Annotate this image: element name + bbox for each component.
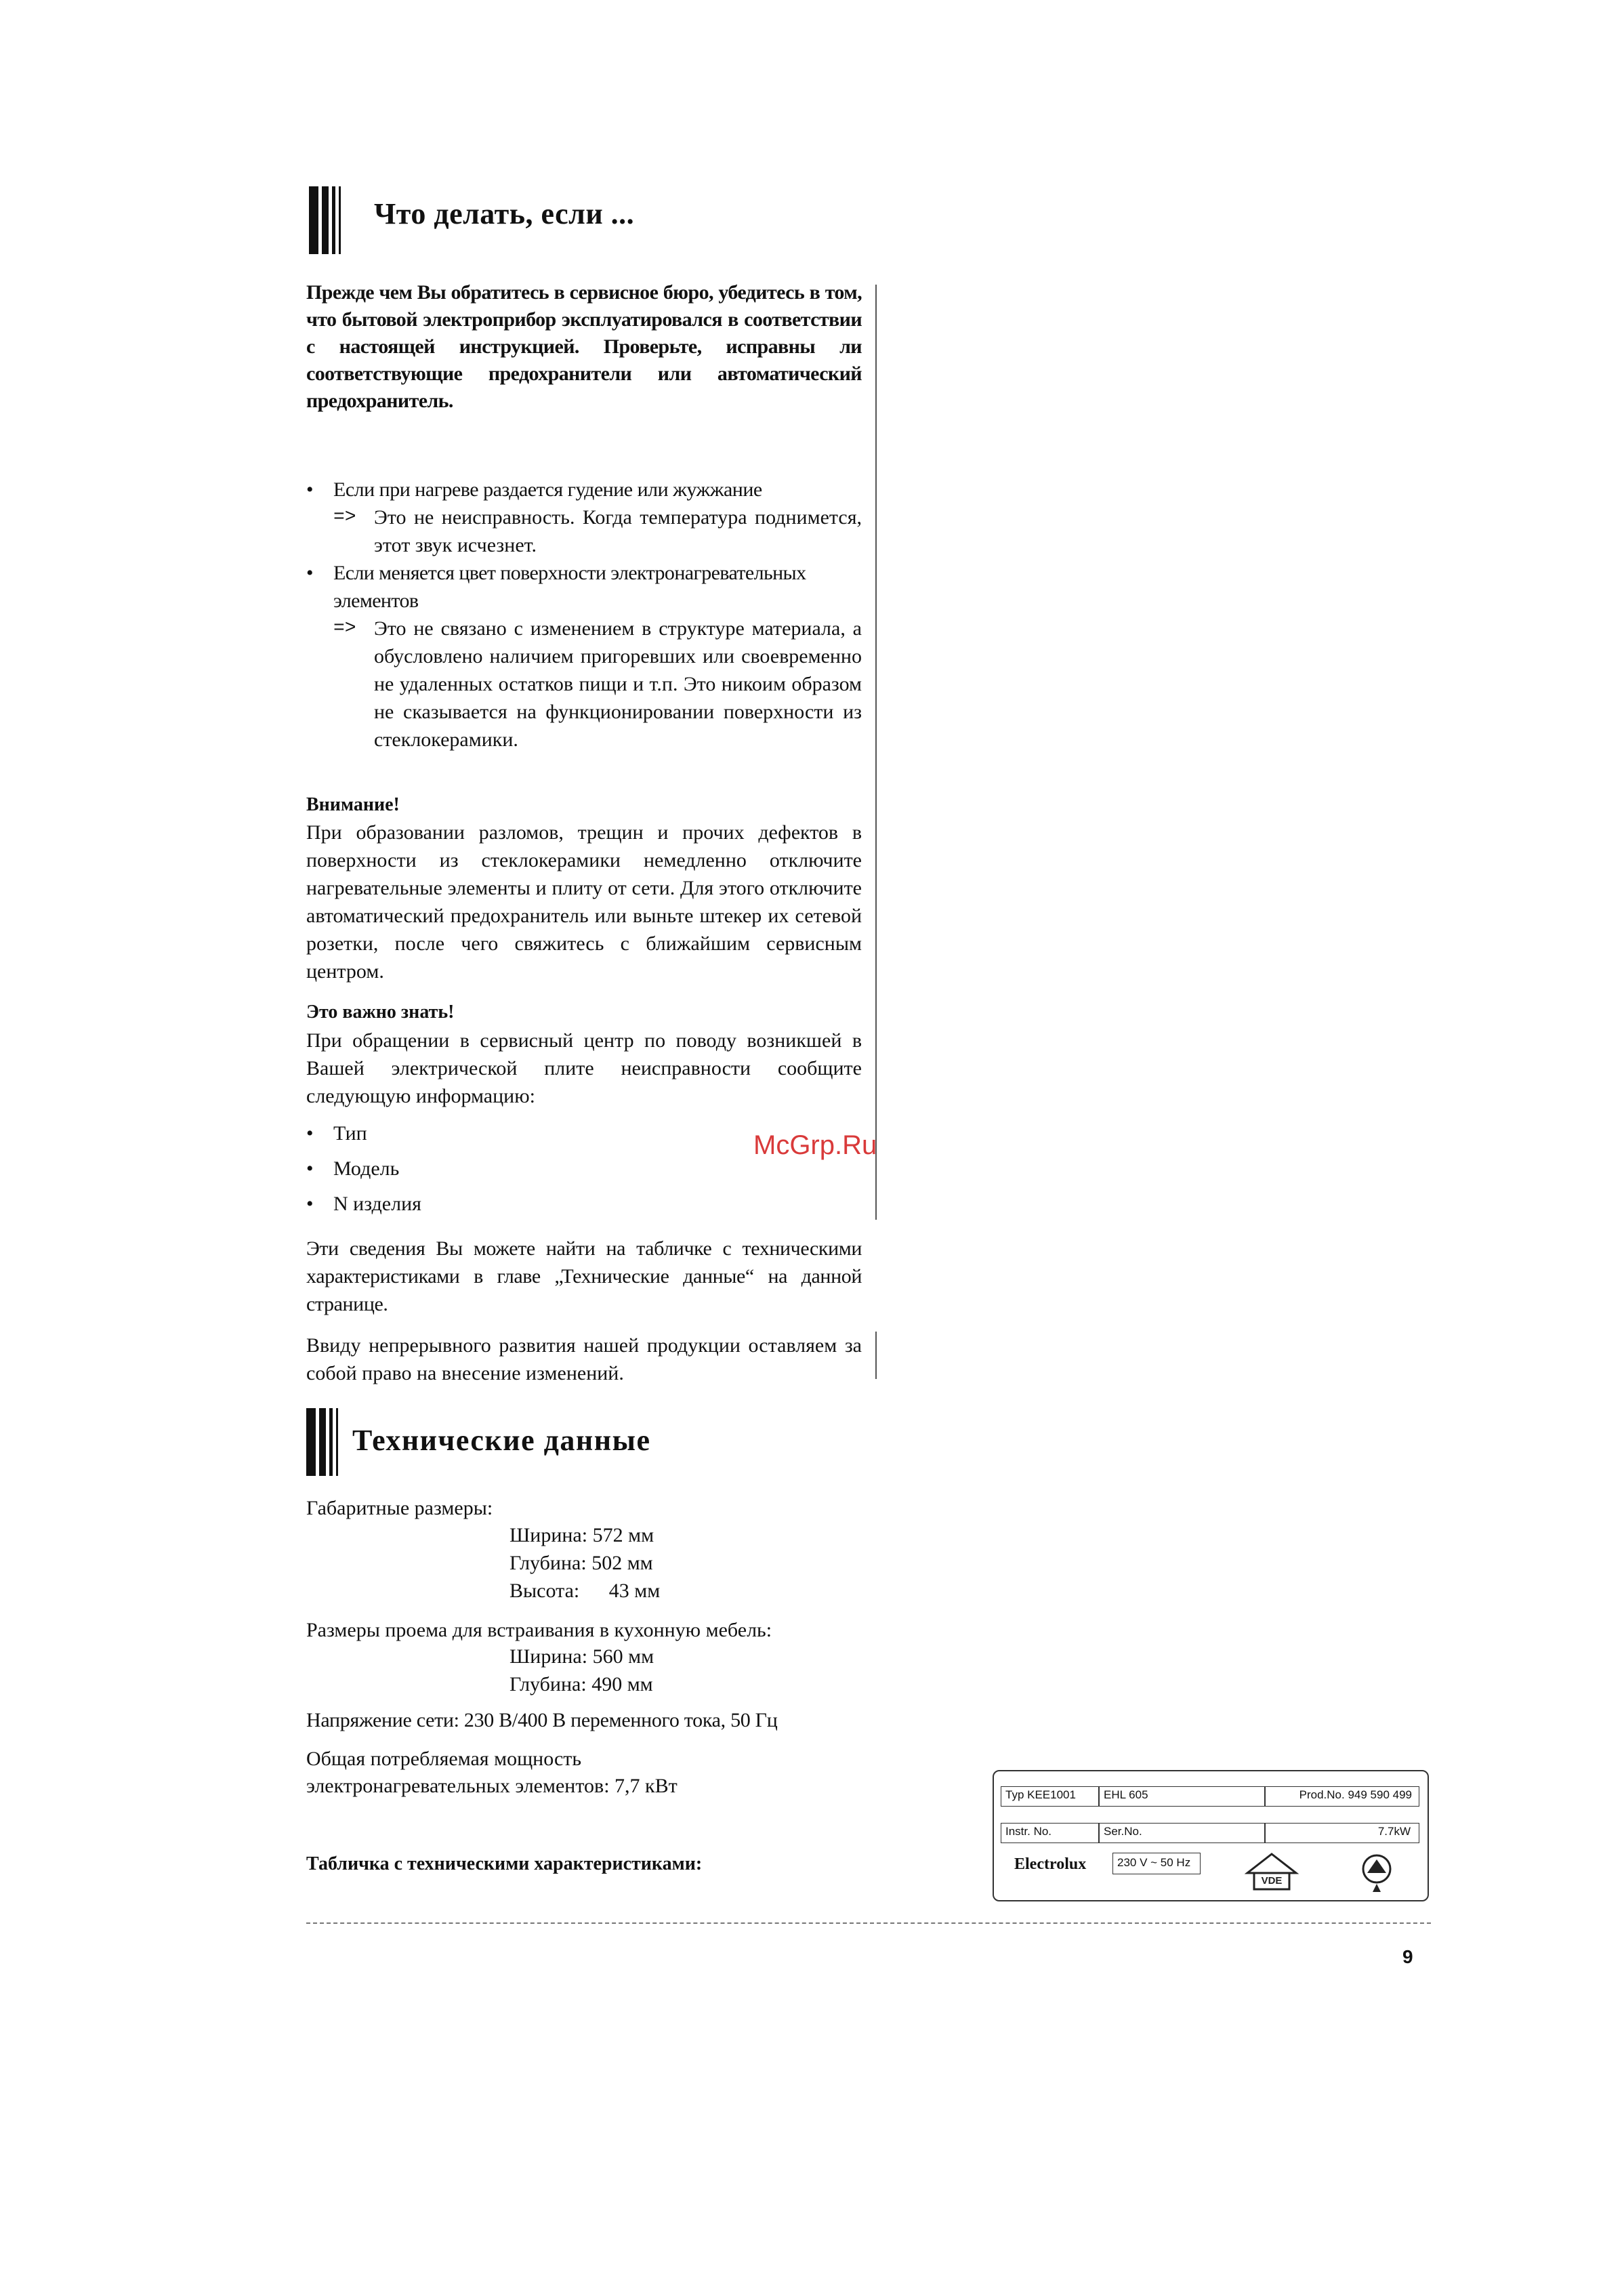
voltage-line: Напряжение сети: 230 В/400 В переменного тока, 50 Гц [306,1709,778,1731]
bullet-mark: • [306,1122,314,1145]
watermark: McGrp.Ru [753,1130,877,1160]
important-heading: Это важно знать! [306,1002,455,1023]
section-header-bars [309,186,341,254]
rating-plate [993,1770,1429,1901]
cutout-dim-value: 560 мм [592,1645,654,1668]
page-number: 9 [1402,1946,1413,1967]
plate-brand: Electrolux [1014,1855,1087,1873]
faq-list [306,476,862,754]
cutout-dim-value: 490 мм [591,1673,653,1695]
faq-answer-row [306,615,862,754]
faq-item [306,476,862,503]
troubleshooting-intro: Прежде чем Вы обратитесь в сервисное бюро, убедитесь в том, что бытовой электроприбор эксплуатировался в соответствии с настоящей инструкцией. Проверьте, исправны ли соответствующие предохранители или автоматический предохранитель. [306,281,862,412]
plate-instr-no: Instr. No. [1001,1823,1099,1843]
plate-label: Табличка с техническими характеристиками: [306,1853,703,1874]
faq-question: Если при нагреве раздается гудение или жужжание [333,478,762,501]
dim-value: 43 мм [608,1580,661,1602]
cutout-label: Размеры проема для встраивания в кухонную мебель: [306,1619,772,1641]
dims-values [509,1521,660,1605]
dim-value: 572 мм [592,1524,654,1546]
bullet-mark: • [306,562,314,584]
bullet-mark: • [306,478,314,501]
info-note: Эти сведения Вы можете найти на табличке с техническими характеристиками в главе „Технические данные“ на данной странице. [306,1237,862,1315]
cutout-row [509,1643,654,1670]
plate-ser-no: Ser.No. [1099,1823,1265,1843]
margin-rule [875,1332,877,1379]
plate-power: 7.7kW [1265,1823,1419,1843]
important-text: При обращении в сервисный центр по поводу возникшей в Вашей электрической плите неисправности сообщите следующую информацию: [306,1029,862,1107]
attention-text: При образовании разломов, трещин и прочих дефектов в поверхности из стеклокерамики немедленно отключите нагревательные элементы и плиту от сети. Для этого отключите автоматический предохранитель или выньте штекер их сетевой розетки, после чего свяжитесь с ближайшим сервисным центром. [306,821,862,983]
info-item-label: N изделия [333,1193,421,1215]
faq-answer-row [306,503,862,559]
info-item [306,1155,421,1182]
faq-item [306,559,862,615]
faq-question: Если меняется цвет поверхности электронагревательных элементов [333,562,806,612]
vde-mark-icon [1245,1851,1299,1893]
margin-rule [875,285,877,1220]
arrow-mark: => [333,507,356,528]
power-line-2: электронагревательных элементов: 7,7 кВт [306,1775,678,1797]
svg-text:VDE: VDE [1261,1875,1283,1887]
plate-prod-no: Prod.No. 949 590 499 [1265,1786,1419,1807]
power-line-1: Общая потребляемая мощность [306,1748,582,1770]
plate-model: EHL 605 [1099,1786,1265,1807]
cutout-values [509,1643,654,1698]
arrow-mark: => [333,618,356,639]
cutout-dim-label: Глубина: [509,1673,587,1695]
bullet-mark: • [306,1193,314,1215]
dim-value: 502 мм [591,1552,653,1574]
section-title-technical-data: Технические данные [352,1424,651,1457]
info-item [306,1119,421,1147]
bullet-mark: • [306,1157,314,1180]
dim-row [509,1577,660,1605]
changes-note: Ввиду непрерывного развития нашей продукции оставляем за собой право на внесение изменений. [306,1334,862,1384]
attention-heading: Внимание! [306,794,400,815]
info-item-label: Модель [333,1157,400,1180]
info-item [306,1190,421,1218]
dims-label: Габаритные размеры: [306,1497,493,1519]
dim-row [509,1549,660,1577]
dim-row [509,1521,660,1549]
section-header-bars [306,1408,338,1476]
cutout-row [509,1670,654,1698]
info-item-label: Тип [333,1122,367,1145]
safety-cert-icon [1356,1850,1397,1895]
dim-label: Глубина: [509,1552,587,1574]
cutout-dim-label: Ширина: [509,1645,588,1668]
info-items-list [306,1119,421,1218]
dim-label: Ширина: [509,1524,588,1546]
faq-answer: Это не неисправность. Когда температура поднимется, этот звук исчезнет. [374,506,862,556]
plate-type: Typ KEE1001 [1001,1786,1099,1807]
dim-label: Высота: [509,1580,580,1602]
bottom-rule [306,1922,1431,1924]
section-title-troubleshooting: Что делать, если ... [374,197,635,230]
faq-answer: Это не связано с изменением в структуре материала, а обусловлено наличием пригоревших или своевременно не удаленных остатков пищи и т.п. Это никоим образом не сказывается на функционировании поверхности из стеклокерамики. [374,617,862,751]
plate-voltage: 230 V ~ 50 Hz [1112,1853,1201,1874]
